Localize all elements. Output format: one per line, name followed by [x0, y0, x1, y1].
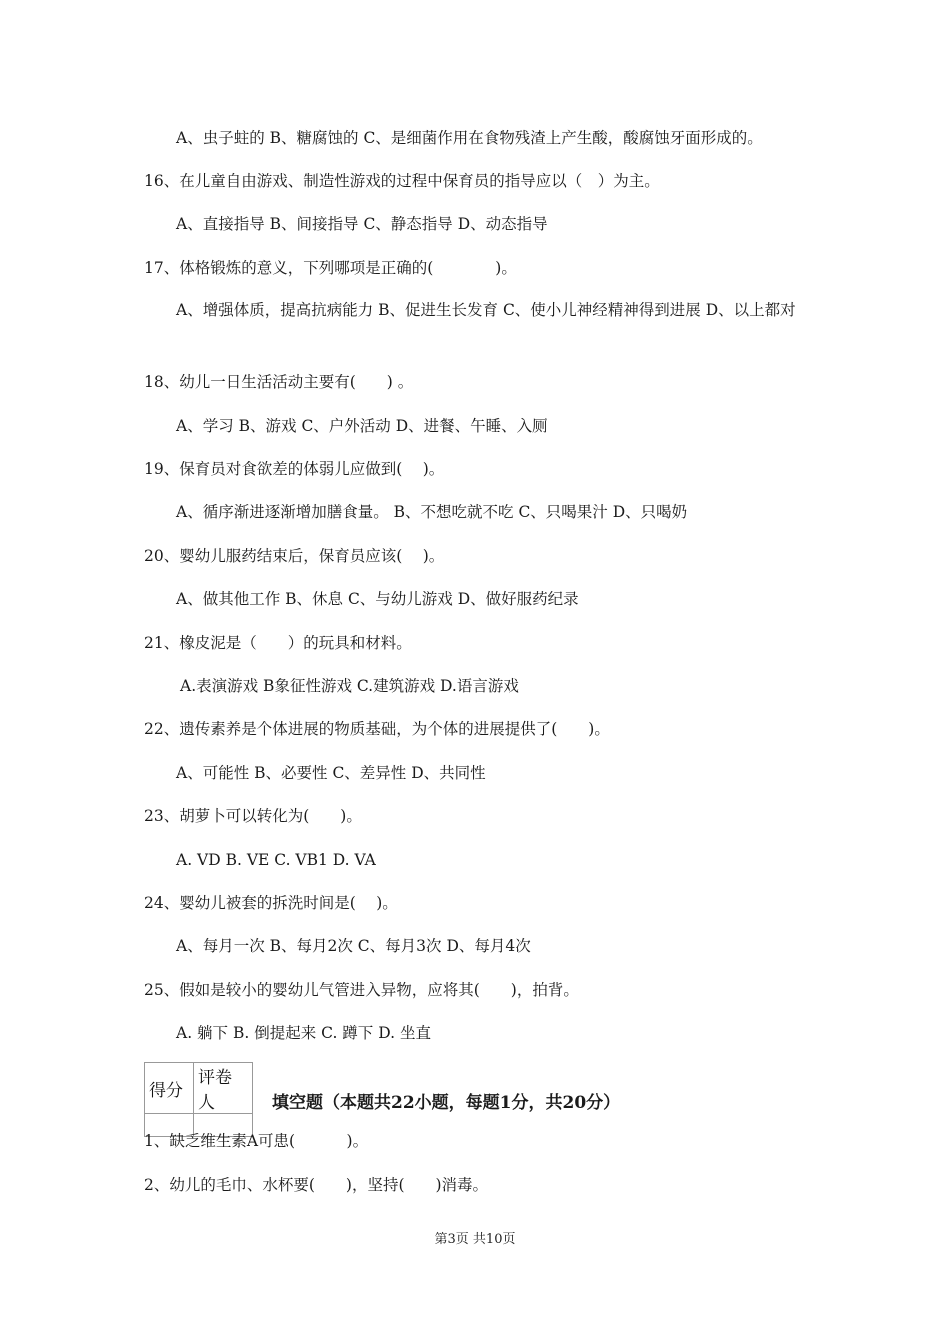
q17-options: A、增强体质，提高抗病能力 B、促进生长发育 C、使小儿神经精神得到进展 D、以上都对 — [176, 301, 796, 319]
q19-question: 19、保育员对食欲差的体弱儿应做到( )。 — [144, 460, 445, 478]
score-table — [144, 1062, 253, 1137]
q15-options: A、虫子蛀的 B、糖腐蚀的 C、是细菌作用在食物残渣上产生酸，酸腐蚀牙面形成的。 — [176, 129, 763, 147]
q24-question: 24、婴幼儿被套的拆洗时间是( )。 — [144, 894, 398, 912]
fill-q2: 2、幼儿的毛巾、水杯要( )，坚持( )消毒。 — [144, 1176, 489, 1194]
q22-question: 22、遗传素养是个体进展的物质基础，为个体的进展提供了( )。 — [144, 720, 610, 738]
q25-question: 25、假如是较小的婴幼儿气管进入异物，应将其( )，拍背。 — [144, 981, 579, 999]
q20-options: A、做其他工作 B、休息 C、与幼儿游戏 D、做好服药纪录 — [176, 590, 579, 608]
q20-question: 20、婴幼儿服药结束后，保育员应该( )。 — [144, 547, 445, 565]
q25-options: A. 躺下 B. 倒提起来 C. 蹲下 D. 坐直 — [176, 1024, 431, 1042]
q24-options: A、每月一次 B、每月2次 C、每月3次 D、每月4次 — [176, 937, 531, 955]
q23-question: 23、胡萝卜可以转化为( )。 — [144, 807, 362, 825]
score-label: 得分 — [145, 1063, 194, 1114]
page-footer: 第3页 共10页 — [434, 1232, 516, 1247]
q21-question: 21、橡皮泥是（ ）的玩具和材料。 — [144, 634, 412, 652]
q21-options: A.表演游戏 B象征性游戏 C.建筑游戏 D.语言游戏 — [180, 677, 519, 695]
q17-question: 17、体格锻炼的意义，下列哪项是正确的( )。 — [144, 259, 517, 277]
section-title: 填空题（本题共22小题，每题1分，共20分） — [272, 1093, 621, 1113]
fill-q1: 1、缺乏维生素A可患( )。 — [144, 1132, 369, 1150]
q18-question: 18、幼儿一日生活活动主要有( ) 。 — [144, 373, 414, 391]
q23-options: A. VD B. VE C. VB1 D. VA — [176, 851, 376, 869]
q19-options: A、循序渐进逐渐增加膳食量。 B、不想吃就不吃 C、只喝果汁 D、只喝奶 — [176, 503, 688, 521]
grader-label: 评卷人 — [194, 1063, 253, 1114]
q16-question: 16、在儿童自由游戏、制造性游戏的过程中保育员的指导应以（ ）为主。 — [144, 172, 660, 190]
q22-options: A、可能性 B、必要性 C、差异性 D、共同性 — [176, 764, 486, 782]
q16-options: A、直接指导 B、间接指导 C、静态指导 D、动态指导 — [176, 215, 548, 233]
q18-options: A、学习 B、游戏 C、户外活动 D、进餐、午睡、入厕 — [176, 417, 548, 435]
